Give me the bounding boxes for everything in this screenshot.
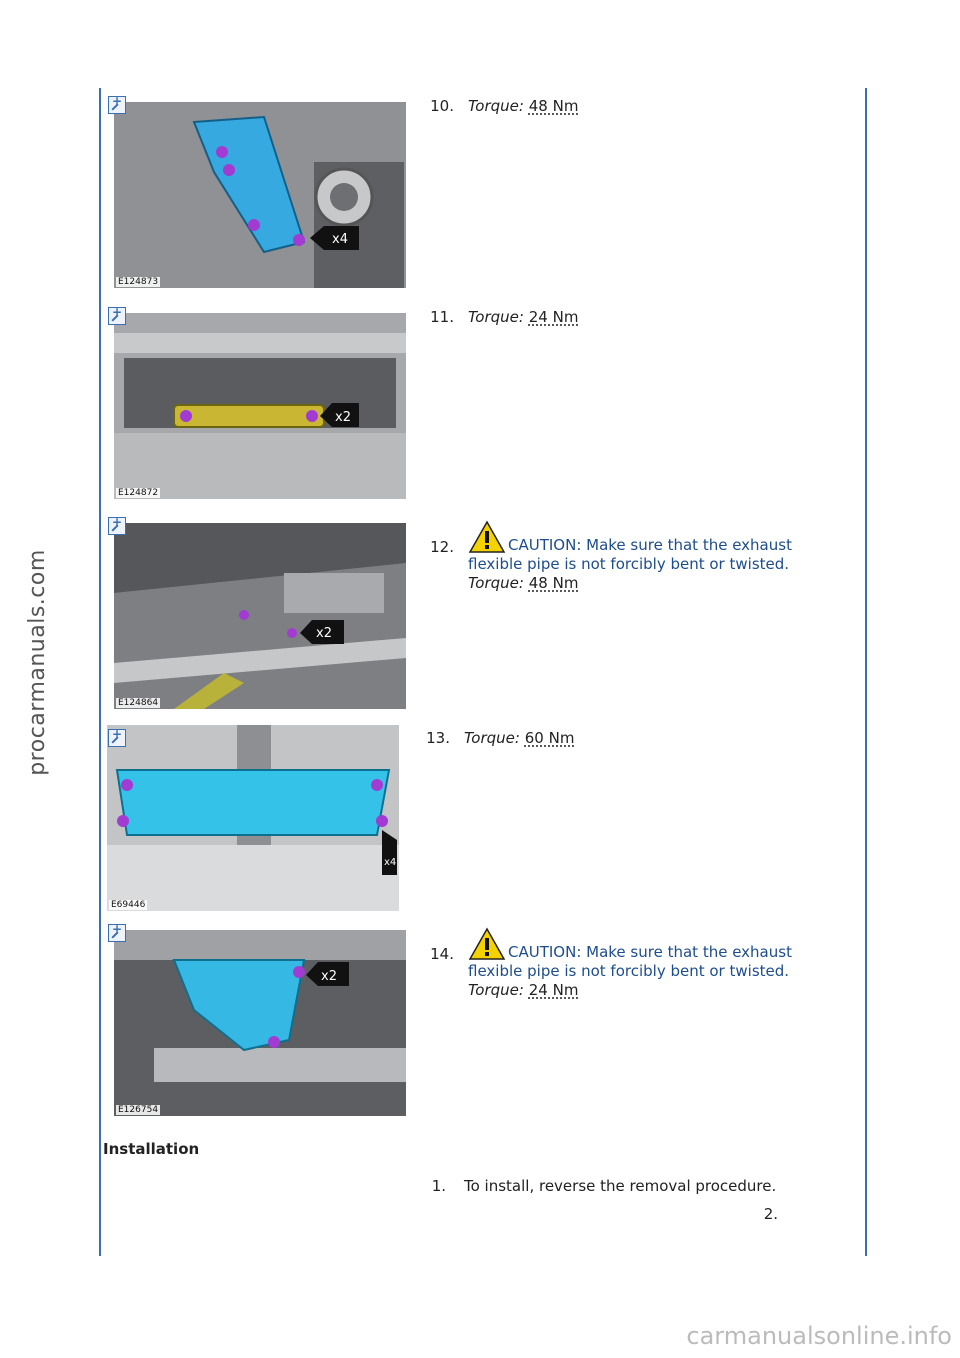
step-number: 11. [430,308,454,326]
step-12-illustration [114,523,406,709]
torque-label: Torque: [468,981,524,999]
torque-label: Torque: [464,729,520,747]
step-number: 1. [431,1177,446,1195]
watermark-left: procarmanuals.com [24,549,50,776]
step-11-badge: x2 [335,410,351,425]
step-10-image-code: E124873 [118,277,159,287]
step-10-badge: x4 [332,232,348,247]
step-12-badge: x2 [316,626,332,641]
torque-value-link[interactable]: 48 Nm [528,574,579,592]
step-11-image-code: E124872 [118,488,159,498]
step-11-illustration [114,313,406,499]
caution-text: CAUTION: Make sure that the exhaust [508,536,792,554]
caution-text: flexible pipe is not forcibly bent or twisted. [468,555,790,573]
step-number: 10. [430,97,454,115]
warning-icon [468,520,506,554]
step-number: 14. [430,945,454,963]
watermark-bottom: carmanualsonline.info [686,1322,952,1350]
zoom-icon[interactable] [108,96,126,114]
torque-label: Torque: [468,308,524,326]
torque-value-link[interactable]: 24 Nm [528,981,579,999]
section-title: Installation [103,1140,200,1158]
step-number: 13. [426,729,450,747]
step-12-figure[interactable] [114,523,406,709]
torque-value-link[interactable]: 48 Nm [528,97,579,115]
right-rule [865,88,867,1256]
step-14-image-code: E126754 [118,1105,159,1115]
step-13-badge: x4 [384,857,397,868]
step-text: To install, reverse the removal procedure. [464,1177,777,1195]
zoom-icon[interactable] [108,924,126,942]
step-14-figure[interactable] [114,930,406,1116]
step-13-figure[interactable] [107,725,399,911]
caution-text: flexible pipe is not forcibly bent or twisted. [468,962,790,980]
step-11-figure[interactable] [114,313,406,499]
warning-icon [468,927,506,961]
step-13-illustration [107,725,399,911]
step-12-image-code: E124864 [118,698,159,708]
zoom-icon[interactable] [108,729,126,747]
torque-value-link[interactable]: 60 Nm [524,729,575,747]
step-14-badge: x2 [321,969,337,984]
left-rule [99,88,101,1256]
step-10-illustration [114,102,406,288]
torque-label: Torque: [468,574,524,592]
step-13-image-code: E69446 [111,900,146,910]
step-number: 2. [763,1205,778,1223]
step-number: 12. [430,538,454,556]
zoom-icon[interactable] [108,517,126,535]
step-14-illustration [114,930,406,1116]
step-10-figure[interactable] [114,102,406,288]
zoom-icon[interactable] [108,307,126,325]
torque-value-link[interactable]: 24 Nm [528,308,579,326]
caution-text: CAUTION: Make sure that the exhaust [508,943,792,961]
torque-label: Torque: [468,97,524,115]
